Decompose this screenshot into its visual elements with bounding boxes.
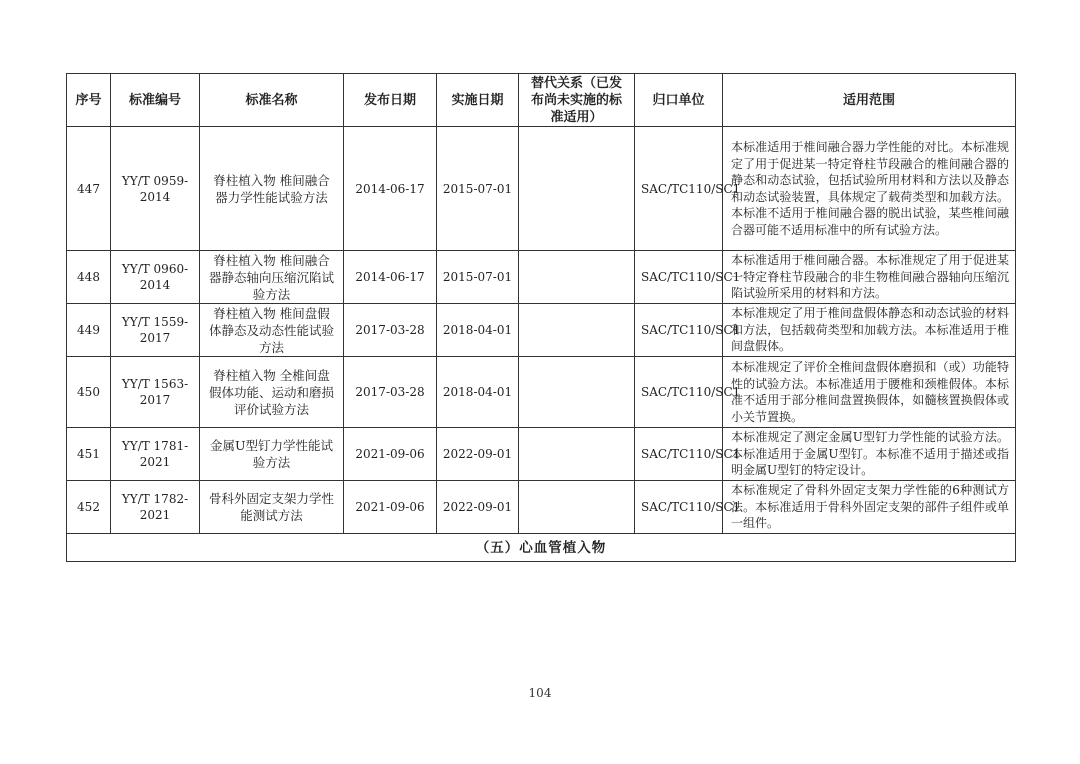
header-scope: 适用范围	[723, 74, 1016, 127]
cell-name: 金属U型钉力学性能试验方法	[200, 428, 344, 481]
cell-replacement	[519, 481, 635, 534]
cell-name: 脊柱植入物 全椎间盘假体功能、运动和磨损评价试验方法	[200, 357, 344, 428]
cell-scope: 本标准规定了测定金属U型钉力学性能的试验方法。本标准适用于金属U型钉。本标准不适用于描述或指明金属U型钉的特定设计。	[723, 428, 1016, 481]
cell-code: YY/T 0959-2014	[111, 127, 200, 251]
cell-no: 450	[67, 357, 111, 428]
table-row	[67, 357, 1016, 428]
section-row	[67, 534, 1016, 562]
cell-no: 447	[67, 127, 111, 251]
cell-code: YY/T 1563-2017	[111, 357, 200, 428]
header-dept: 归口单位	[635, 74, 723, 127]
cell-no: 452	[67, 481, 111, 534]
cell-no: 451	[67, 428, 111, 481]
cell-published: 2017-03-28	[344, 304, 437, 357]
cell-scope: 本标准适用于椎间融合器。本标准规定了用于促进某一特定脊柱节段融合的非生物椎间融合器轴向压缩沉陷试验所采用的材料和方法。	[723, 251, 1016, 304]
standards-table	[66, 73, 1016, 562]
cell-scope: 本标准规定了骨科外固定支架力学性能的6种测试方法。本标准适用于骨科外固定支架的部件子组件或单一组件。	[723, 481, 1016, 534]
table-row	[67, 127, 1016, 251]
cell-scope: 本标准规定了评价全椎间盘假体磨损和（或）功能特性的试验方法。本标准适用于腰椎和颈椎假体。本标准不适用于部分椎间盘置换假体，如髓核置换假体或小关节置换。	[723, 357, 1016, 428]
cell-name: 脊柱植入物 椎间盘假体静态及动态性能试验方法	[200, 304, 344, 357]
cell-code: YY/T 1559-2017	[111, 304, 200, 357]
cell-no: 448	[67, 251, 111, 304]
cell-effective: 2022-09-01	[437, 428, 519, 481]
cell-published: 2017-03-28	[344, 357, 437, 428]
cell-replacement	[519, 304, 635, 357]
cell-effective: 2015-07-01	[437, 127, 519, 251]
header-code: 标准编号	[111, 74, 200, 127]
cell-effective: 2018-04-01	[437, 357, 519, 428]
table-header-row	[67, 74, 1016, 127]
cell-scope: 本标准适用于椎间融合器力学性能的对比。本标准规定了用于促进某一特定脊柱节段融合的椎间融合器的静态和动态试验，包括试验所用材料和方法以及静态和动态试验装置，具体规定了载荷类型和加载方法。本标准不适用于椎间融合器的脱出试验，某些椎间融合器可能不适用标准中的所有试验方法。	[723, 127, 1016, 251]
table-row	[67, 251, 1016, 304]
cell-dept: SAC/TC110/SC1	[635, 428, 723, 481]
cell-dept: SAC/TC110/SC1	[635, 304, 723, 357]
cell-published: 2014-06-17	[344, 127, 437, 251]
cell-name: 骨科外固定支架力学性能测试方法	[200, 481, 344, 534]
cell-dept: SAC/TC110/SC1	[635, 127, 723, 251]
cell-published: 2021-09-06	[344, 481, 437, 534]
cell-replacement	[519, 357, 635, 428]
cell-replacement	[519, 428, 635, 481]
header-published: 发布日期	[344, 74, 437, 127]
table-row	[67, 428, 1016, 481]
cell-effective: 2022-09-01	[437, 481, 519, 534]
cell-effective: 2018-04-01	[437, 304, 519, 357]
table-row	[67, 481, 1016, 534]
cell-no: 449	[67, 304, 111, 357]
cell-name: 脊柱植入物 椎间融合器力学性能试验方法	[200, 127, 344, 251]
header-name: 标准名称	[200, 74, 344, 127]
header-no: 序号	[67, 74, 111, 127]
header-effective: 实施日期	[437, 74, 519, 127]
page-number: 104	[528, 686, 552, 700]
cell-replacement	[519, 251, 635, 304]
cell-code: YY/T 1782-2021	[111, 481, 200, 534]
cell-replacement	[519, 127, 635, 251]
cell-published: 2014-06-17	[344, 251, 437, 304]
header-replacement: 替代关系（已发布尚未实施的标准适用）	[519, 74, 635, 127]
cell-code: YY/T 1781-2021	[111, 428, 200, 481]
cell-name: 脊柱植入物 椎间融合器静态轴向压缩沉陷试验方法	[200, 251, 344, 304]
cell-dept: SAC/TC110/SC1	[635, 481, 723, 534]
cell-effective: 2015-07-01	[437, 251, 519, 304]
table-row	[67, 304, 1016, 357]
section-heading: （五）心血管植入物	[67, 534, 1016, 562]
cell-dept: SAC/TC110/SC1	[635, 357, 723, 428]
cell-scope: 本标准规定了用于椎间盘假体静态和动态试验的材料和方法，包括载荷类型和加载方法。本标准适用于椎间盘假体。	[723, 304, 1016, 357]
cell-published: 2021-09-06	[344, 428, 437, 481]
cell-dept: SAC/TC110/SC1	[635, 251, 723, 304]
cell-code: YY/T 0960-2014	[111, 251, 200, 304]
